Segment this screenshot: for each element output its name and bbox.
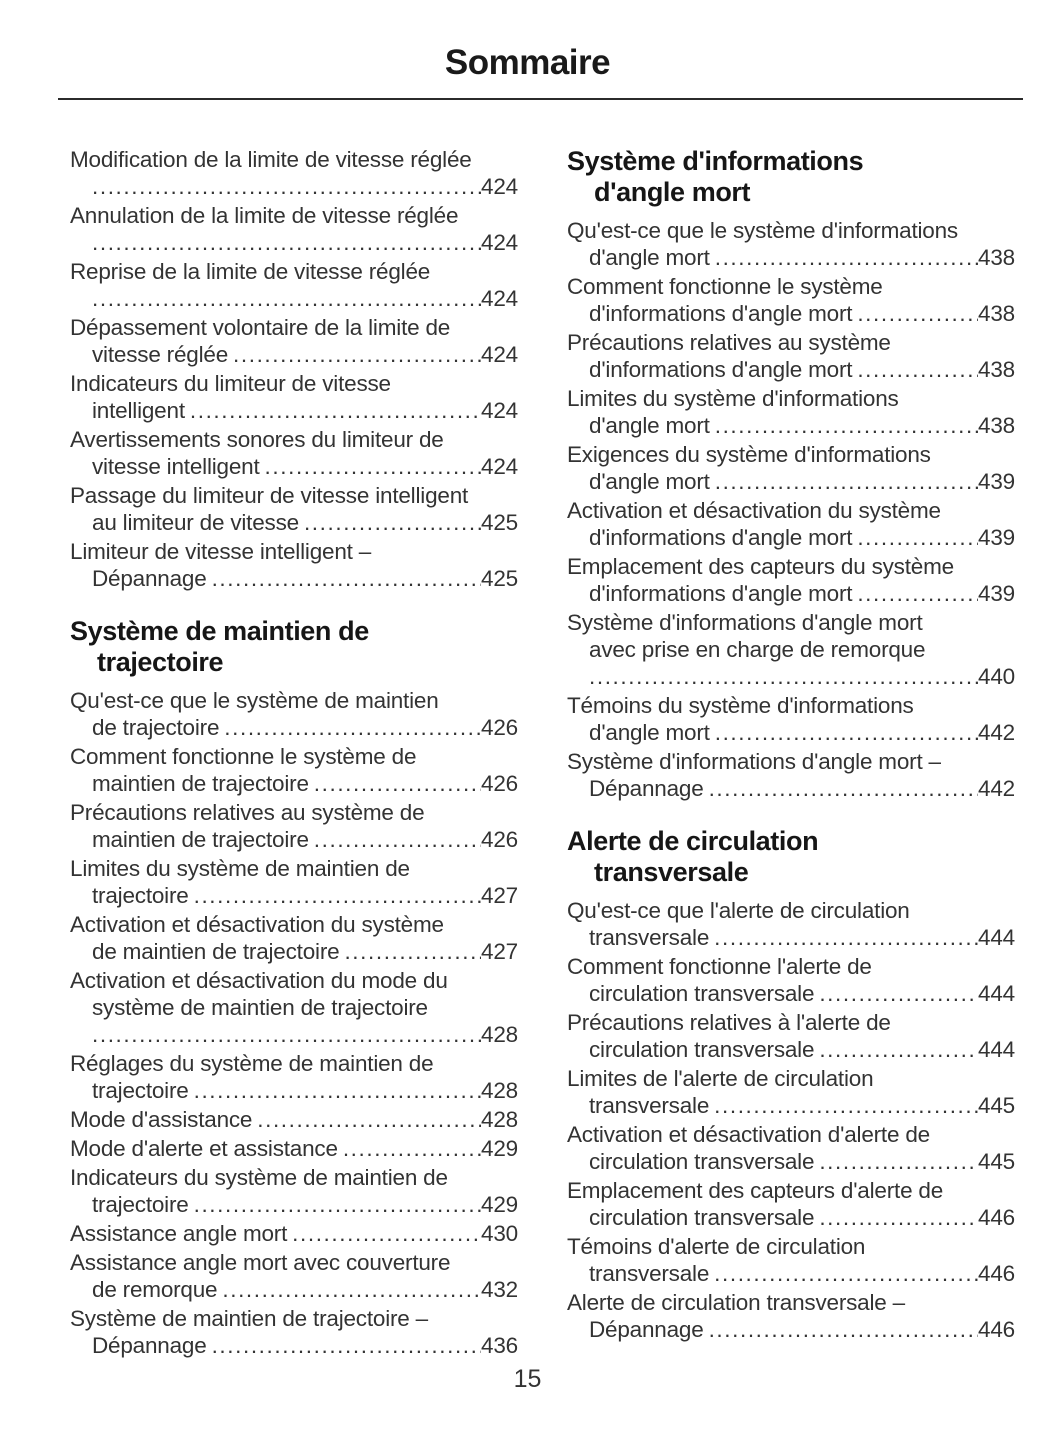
page-ref: 429 <box>481 1192 518 1217</box>
dots-leader <box>715 244 978 271</box>
toc-entry <box>70 258 518 312</box>
entry-leader-line <box>567 1036 1015 1063</box>
toc-entry <box>70 1135 518 1162</box>
toc-entry <box>567 1233 1015 1287</box>
page-ref: 438 <box>978 357 1015 382</box>
page-ref: 436 <box>481 1333 518 1358</box>
toc-entry <box>70 426 518 480</box>
entry-text: circulation transversale <box>589 1205 815 1230</box>
toc-entry <box>70 482 518 536</box>
entry-text-line: Annulation de la limite de vitesse réglée <box>70 203 459 228</box>
entry-leader-line <box>70 1276 518 1303</box>
entry-text: de remorque <box>92 1277 218 1302</box>
entry-text-line: Activation et désactivation du système <box>567 498 941 523</box>
entry-text-line: Qu'est-ce que le système d'informations <box>567 218 958 243</box>
toc-entry <box>70 967 518 1048</box>
entry-text: Mode d'assistance <box>70 1107 253 1132</box>
toc-entry <box>567 1121 1015 1175</box>
entry-text: trajectoire <box>92 1078 189 1103</box>
entry-text: maintien de trajectoire <box>92 827 309 852</box>
dots-leader <box>819 1204 978 1231</box>
page-ref: 424 <box>481 454 518 479</box>
dots-leader <box>714 924 978 951</box>
dots-leader <box>819 1148 978 1175</box>
toc-section <box>70 146 518 592</box>
dots-leader <box>233 341 481 368</box>
entry-text: Dépannage <box>92 566 207 591</box>
entry-text: transversale <box>589 1093 710 1118</box>
dots-leader <box>819 1036 978 1063</box>
entry-text-line: Système d'informations d'angle mort <box>567 610 923 635</box>
dots-leader <box>709 775 978 802</box>
entry-text-line: Activation et désactivation d'alerte de <box>567 1122 930 1147</box>
toc-section <box>567 146 1015 802</box>
entry-leader-line <box>567 524 1015 551</box>
entry-text: Dépannage <box>92 1333 207 1358</box>
toc-entry <box>70 855 518 909</box>
entry-text: trajectoire <box>92 883 189 908</box>
dots-leader <box>194 1191 481 1218</box>
entry-leader-line <box>70 285 518 312</box>
entry-leader-line <box>70 509 518 536</box>
entry-text: transversale <box>589 1261 710 1286</box>
toc-entry <box>70 799 518 853</box>
entry-text: d'angle mort <box>589 720 710 745</box>
page-ref: 439 <box>978 469 1015 494</box>
entry-text-line: Activation et désactivation du système <box>70 912 444 937</box>
page-ref: 425 <box>481 566 518 591</box>
entry-leader-line <box>70 1021 518 1048</box>
dots-leader <box>714 1092 978 1119</box>
page-ref: 425 <box>481 510 518 535</box>
entry-leader-line <box>70 1135 518 1162</box>
dots-leader <box>257 1106 481 1133</box>
page-ref: 429 <box>481 1136 518 1161</box>
section-heading-line: Alerte de circulation <box>567 826 819 856</box>
entry-leader-line <box>70 173 518 200</box>
page-ref: 428 <box>481 1022 518 1047</box>
toc-entry <box>567 692 1015 746</box>
entry-text-line: Comment fonctionne le système <box>567 274 883 299</box>
entry-leader-line <box>567 356 1015 383</box>
page-ref: 440 <box>978 664 1015 689</box>
dots-leader <box>715 719 978 746</box>
entry-text-line: Emplacement des capteurs d'alerte de <box>567 1178 944 1203</box>
entry-leader-line <box>567 580 1015 607</box>
entry-leader-line <box>567 719 1015 746</box>
section-heading-line: Système de maintien de <box>70 616 369 646</box>
dots-leader <box>194 1077 481 1104</box>
entry-leader-line <box>567 468 1015 495</box>
toc-entry <box>567 385 1015 439</box>
dots-leader <box>589 663 978 690</box>
entry-text: au limiteur de vitesse <box>92 510 299 535</box>
entry-text-line: Modification de la limite de vitesse réglée <box>70 147 472 172</box>
entry-leader-line <box>567 244 1015 271</box>
page-ref: 424 <box>481 342 518 367</box>
page-ref: 444 <box>978 925 1015 950</box>
entry-text-line: Reprise de la limite de vitesse réglée <box>70 259 431 284</box>
page-number: 15 <box>513 1365 542 1393</box>
entry-leader-line <box>567 663 1015 690</box>
toc-entry <box>567 897 1015 951</box>
entry-leader-line <box>567 412 1015 439</box>
entry-text: maintien de trajectoire <box>92 771 309 796</box>
dots-leader <box>194 882 481 909</box>
toc-entry <box>70 687 518 741</box>
entry-text-line: Limites du système d'informations <box>567 386 899 411</box>
entry-leader-line <box>567 980 1015 1007</box>
entry-text: transversale <box>589 925 710 950</box>
entry-text-line: Emplacement des capteurs du système <box>567 554 954 579</box>
toc-entry <box>70 1164 518 1218</box>
entry-text: trajectoire <box>92 1192 189 1217</box>
entry-leader-line <box>567 1092 1015 1119</box>
dots-leader <box>857 524 978 551</box>
entry-leader-line <box>567 300 1015 327</box>
entry-text-line: Témoins d'alerte de circulation <box>567 1234 866 1259</box>
entry-text: Assistance angle mort <box>70 1221 288 1246</box>
page-ref: 446 <box>978 1205 1015 1230</box>
entry-leader-line <box>70 1220 518 1247</box>
page-ref: 438 <box>978 301 1015 326</box>
entry-leader-line <box>70 397 518 424</box>
entry-leader-line <box>70 565 518 592</box>
entry-text-line: Limiteur de vitesse intelligent – <box>70 539 372 564</box>
entry-text-line: Précautions relatives au système <box>567 330 891 355</box>
entry-text-line: Système d'informations d'angle mort – <box>567 749 941 774</box>
entry-text: d'angle mort <box>589 245 710 270</box>
entry-text: circulation transversale <box>589 981 815 1006</box>
entry-leader-line <box>70 1332 518 1359</box>
entry-text-line: Comment fonctionne le système de <box>70 744 417 769</box>
dots-leader <box>92 229 481 256</box>
entry-leader-line <box>70 1191 518 1218</box>
page-ref: 445 <box>978 1149 1015 1174</box>
dots-leader <box>92 1021 481 1048</box>
entry-text: Dépannage <box>589 776 704 801</box>
entry-text-line: Réglages du système de maintien de <box>70 1051 434 1076</box>
toc-entry <box>70 743 518 797</box>
entry-text: d'informations d'angle mort <box>589 525 853 550</box>
page-ref: 426 <box>481 771 518 796</box>
toc-entry <box>70 911 518 965</box>
dots-leader <box>715 468 978 495</box>
entry-text-line: Alerte de circulation transversale – <box>567 1290 905 1315</box>
dots-leader <box>344 938 481 965</box>
toc-entry <box>567 441 1015 495</box>
entry-text: d'informations d'angle mort <box>589 357 853 382</box>
entry-text: intelligent <box>92 398 185 423</box>
dots-leader <box>819 980 978 1007</box>
entry-text-line: avec prise en charge de remorque <box>589 637 926 662</box>
section-heading <box>567 826 1015 888</box>
dots-leader <box>92 285 481 312</box>
page-ref: 426 <box>481 715 518 740</box>
entry-text-line: Avertissements sonores du limiteur de <box>70 427 444 452</box>
toc-entry <box>70 1305 518 1359</box>
dots-leader <box>190 397 481 424</box>
entry-text-line: Limites du système de maintien de <box>70 856 410 881</box>
page-ref: 446 <box>978 1261 1015 1286</box>
entry-leader-line <box>567 924 1015 951</box>
page-title: Sommaire <box>444 43 611 82</box>
entry-leader-line <box>70 1106 518 1133</box>
page-ref: 427 <box>481 939 518 964</box>
entry-leader-line <box>70 453 518 480</box>
toc-entry <box>567 1177 1015 1231</box>
dots-leader <box>857 300 978 327</box>
entry-text-line: Comment fonctionne l'alerte de <box>567 954 872 979</box>
entry-text-line: Exigences du système d'informations <box>567 442 931 467</box>
entry-leader-line <box>70 341 518 368</box>
entry-leader-line <box>567 1204 1015 1231</box>
page-ref: 426 <box>481 827 518 852</box>
dots-leader <box>314 770 481 797</box>
section-heading-line-cont: transversale <box>594 857 749 887</box>
title-divider <box>58 98 1023 100</box>
entry-text: d'angle mort <box>589 469 710 494</box>
toc-entry <box>567 1289 1015 1343</box>
toc-section <box>70 616 518 1359</box>
toc-entry <box>70 1220 518 1247</box>
toc-entry <box>567 609 1015 690</box>
toc-columns <box>70 146 1014 1361</box>
toc-entry <box>70 538 518 592</box>
entry-text: Dépannage <box>589 1317 704 1342</box>
dots-leader <box>343 1135 481 1162</box>
entry-text-line: Précautions relatives au système de <box>70 800 425 825</box>
entry-text-line: Système de maintien de trajectoire – <box>70 1306 428 1331</box>
entry-text: circulation transversale <box>589 1037 815 1062</box>
toc-entry <box>567 329 1015 383</box>
entry-leader-line <box>567 1148 1015 1175</box>
entry-text-line: Indicateurs du système de maintien de <box>70 1165 448 1190</box>
section-heading <box>70 616 518 678</box>
page-ref: 424 <box>481 398 518 423</box>
dots-leader <box>715 412 978 439</box>
entry-leader-line <box>70 1077 518 1104</box>
page-ref: 424 <box>481 174 518 199</box>
entry-text-line: Qu'est-ce que l'alerte de circulation <box>567 898 910 923</box>
section-heading-line-cont: d'angle mort <box>594 177 751 207</box>
toc-section <box>567 826 1015 1343</box>
page-ref: 428 <box>481 1078 518 1103</box>
toc-entry <box>70 1050 518 1104</box>
page-ref: 438 <box>978 413 1015 438</box>
dots-leader <box>714 1260 978 1287</box>
entry-text-line: Précautions relatives à l'alerte de <box>567 1010 891 1035</box>
entry-text-line: Activation et désactivation du mode du <box>70 968 448 993</box>
entry-text: d'angle mort <box>589 413 710 438</box>
dots-leader <box>265 453 482 480</box>
entry-leader-line <box>70 714 518 741</box>
dots-leader <box>304 509 481 536</box>
entry-leader-line <box>567 1316 1015 1343</box>
toc-entry <box>567 1065 1015 1119</box>
page-ref: 446 <box>978 1317 1015 1342</box>
entry-text-line: Assistance angle mort avec couverture <box>70 1250 451 1275</box>
page-ref: 424 <box>481 230 518 255</box>
toc-entry <box>567 217 1015 271</box>
toc-entry <box>70 1106 518 1133</box>
entry-leader-line <box>567 1260 1015 1287</box>
entry-text-line: Limites de l'alerte de circulation <box>567 1066 874 1091</box>
dots-leader <box>857 356 978 383</box>
page-ref: 430 <box>481 1221 518 1246</box>
entry-text: de maintien de trajectoire <box>92 939 340 964</box>
entry-text-line: système de maintien de trajectoire <box>92 995 428 1020</box>
page-ref: 432 <box>481 1277 518 1302</box>
toc-entry <box>567 953 1015 1007</box>
entry-text: d'informations d'angle mort <box>589 581 853 606</box>
dots-leader <box>224 714 481 741</box>
page-ref: 438 <box>978 245 1015 270</box>
section-heading-line: Système d'informations <box>567 146 864 176</box>
toc-entry <box>70 202 518 256</box>
entry-leader-line <box>567 775 1015 802</box>
section-heading-line-cont: trajectoire <box>97 647 224 677</box>
dots-leader <box>212 1332 481 1359</box>
entry-text: d'informations d'angle mort <box>589 301 853 326</box>
page-ref: 442 <box>978 720 1015 745</box>
dots-leader <box>857 580 978 607</box>
dots-leader <box>212 565 481 592</box>
toc-column-right <box>567 146 1015 1361</box>
entry-leader-line <box>70 882 518 909</box>
toc-entry <box>567 497 1015 551</box>
entry-text-line: Dépassement volontaire de la limite de <box>70 315 451 340</box>
entry-leader-line <box>70 826 518 853</box>
page-ref: 424 <box>481 286 518 311</box>
toc-entry <box>70 1249 518 1303</box>
toc-entry <box>567 553 1015 607</box>
toc-entry <box>70 146 518 200</box>
dots-leader <box>709 1316 978 1343</box>
entry-text-line: Indicateurs du limiteur de vitesse <box>70 371 391 396</box>
dots-leader <box>292 1220 481 1247</box>
toc-column-left <box>70 146 518 1361</box>
dots-leader <box>222 1276 481 1303</box>
entry-text: de trajectoire <box>92 715 220 740</box>
entry-leader-line <box>70 770 518 797</box>
toc-entry <box>567 748 1015 802</box>
page-ref: 444 <box>978 1037 1015 1062</box>
page-ref: 444 <box>978 981 1015 1006</box>
entry-text: vitesse réglée <box>92 342 229 367</box>
page-ref: 439 <box>978 525 1015 550</box>
page-ref: 439 <box>978 581 1015 606</box>
section-heading <box>567 146 1015 208</box>
page-ref: 427 <box>481 883 518 908</box>
toc-entry <box>70 370 518 424</box>
entry-text-line: Passage du limiteur de vitesse intelligent <box>70 483 469 508</box>
toc-entry <box>70 314 518 368</box>
entry-text: circulation transversale <box>589 1149 815 1174</box>
entry-text-line: Témoins du système d'informations <box>567 693 914 718</box>
toc-entry <box>567 1009 1015 1063</box>
dots-leader <box>314 826 481 853</box>
entry-text: vitesse intelligent <box>92 454 260 479</box>
page-ref: 445 <box>978 1093 1015 1118</box>
toc-entry <box>567 273 1015 327</box>
dots-leader <box>92 173 481 200</box>
page-ref: 442 <box>978 776 1015 801</box>
entry-leader-line <box>70 229 518 256</box>
entry-text: Mode d'alerte et assistance <box>70 1136 338 1161</box>
entry-text-line: Qu'est-ce que le système de maintien <box>70 688 439 713</box>
page-ref: 428 <box>481 1107 518 1132</box>
entry-leader-line <box>70 938 518 965</box>
